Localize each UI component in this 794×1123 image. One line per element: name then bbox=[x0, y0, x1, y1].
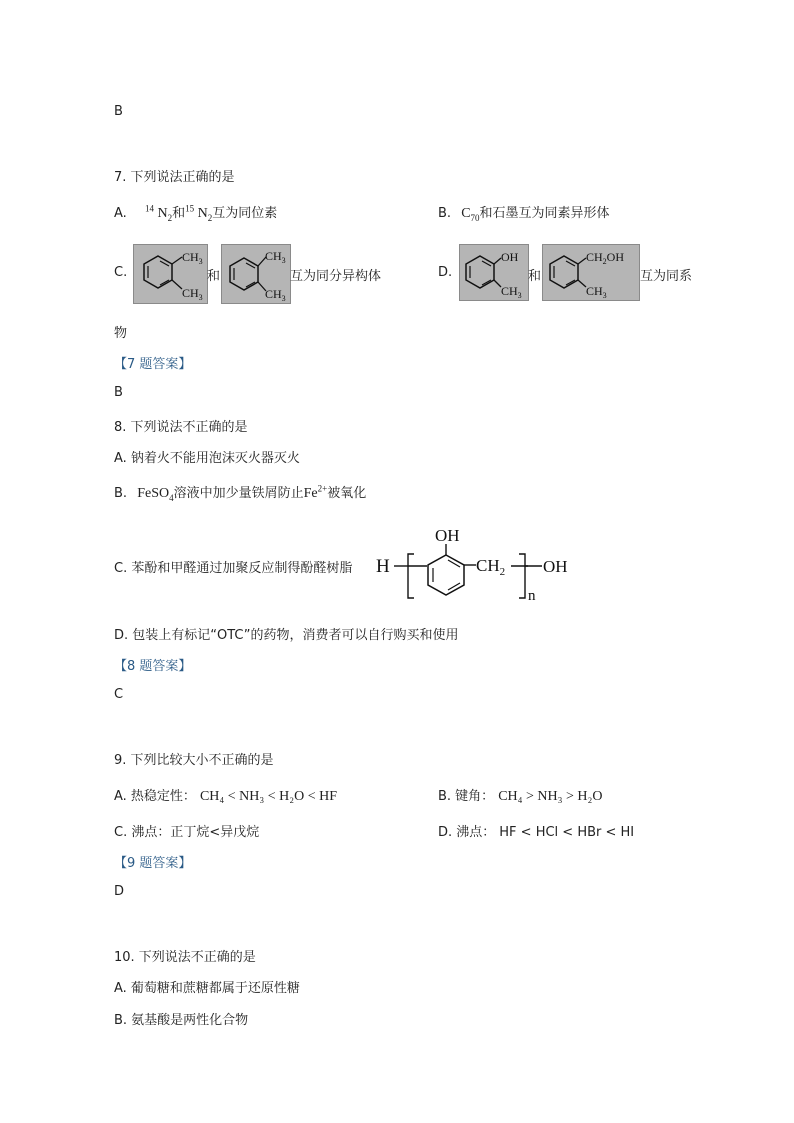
q7-option-d-and: 和 bbox=[528, 269, 542, 284]
q7-option-c-label: C. bbox=[114, 265, 128, 280]
answer-text: B bbox=[114, 104, 123, 119]
svg-text:CH2: $CH_2$ bbox=[476, 556, 506, 578]
m-xylene-structure-image bbox=[221, 244, 291, 304]
q7-option-b: B. $C_{70}$和石墨互为同素异形体 bbox=[438, 206, 610, 223]
hydroxyl-label: OH bbox=[435, 526, 460, 545]
question-10-stem: 10. 下列说法不正确的是 bbox=[114, 950, 256, 965]
q7-option-d-wrap: 物 bbox=[114, 326, 128, 341]
q8-answer-heading: 【8 题答案】 bbox=[114, 659, 192, 674]
q8-option-d: D. 包装上有标记“OTC”的药物，消费者可以自行购买和使用 bbox=[114, 628, 459, 643]
svg-text:OH: OH bbox=[501, 250, 519, 264]
q7-option-c-and: 和 bbox=[207, 269, 221, 284]
q9-option-c: C. 沸点：正丁烷<异戊烷 bbox=[114, 825, 260, 840]
q9-option-d: D. 沸点： HF < HCl < HBr < HI bbox=[438, 825, 635, 840]
svg-text:CH3: $CH_3$ bbox=[501, 284, 522, 300]
svg-text:CH2OH: $CH_2OH$ bbox=[586, 250, 625, 266]
end-group-h: H bbox=[376, 556, 390, 577]
methylbenzyl-alcohol-structure-image bbox=[542, 244, 640, 301]
q8-option-a: A. 钠着火不能用泡沫灭火器灭火 bbox=[114, 451, 300, 466]
q7-option-c-text: 互为同分异构体 bbox=[290, 269, 382, 284]
svg-text:CH3: $CH_3$ bbox=[265, 287, 286, 303]
q9-answer: D bbox=[114, 884, 125, 899]
phenolic-resin-structure bbox=[372, 522, 582, 604]
svg-text:CH3: $CH_3$ bbox=[182, 250, 203, 266]
q8-option-c: C. 苯酚和甲醛通过加聚反应制得酚醛树脂 bbox=[114, 561, 353, 576]
o-xylene-structure-image bbox=[133, 244, 208, 304]
q7-answer-heading: 【7 题答案】 bbox=[114, 357, 192, 372]
q7-option-a: A. $^{14}$ $N_2$和$^{15}$ $N_2$互为同位素 bbox=[114, 203, 278, 223]
end-group-oh: OH bbox=[543, 557, 568, 576]
q7-option-d-label: D. bbox=[438, 265, 453, 280]
o-cresol-structure-image bbox=[459, 244, 529, 301]
question-9-stem: 9. 下列比较大小不正确的是 bbox=[114, 753, 274, 768]
svg-text:CH3: $CH_3$ bbox=[265, 249, 286, 265]
q9-answer-heading: 【9 题答案】 bbox=[114, 856, 192, 871]
q9-option-a: A. 热稳定性： CH₄ < NH₃ < H₂O < HF bbox=[114, 789, 338, 804]
q7-option-d-text: 互为同系 bbox=[640, 269, 693, 284]
q9-option-b: B. 键角： CH₄ > NH₃ > H₂O bbox=[438, 789, 603, 804]
q7-answer: B bbox=[114, 385, 123, 400]
svg-text:CH3: $CH_3$ bbox=[586, 284, 607, 300]
question-7-stem: 7. 下列说法正确的是 bbox=[114, 170, 235, 185]
q10-option-a: A. 葡萄糖和蔗糖都属于还原性糖 bbox=[114, 981, 300, 996]
svg-text:CH3: $CH_3$ bbox=[182, 286, 203, 302]
q10-option-b: B. 氨基酸是两性化合物 bbox=[114, 1013, 249, 1028]
question-8-stem: 8. 下列说法不正确的是 bbox=[114, 420, 248, 435]
repeat-n: n bbox=[528, 588, 536, 604]
q8-option-b: B. FeSO$_4$溶液中加少量铁屑防止$Fe^{2+}$被氧化 bbox=[114, 483, 367, 503]
q8-answer: C bbox=[114, 687, 124, 702]
